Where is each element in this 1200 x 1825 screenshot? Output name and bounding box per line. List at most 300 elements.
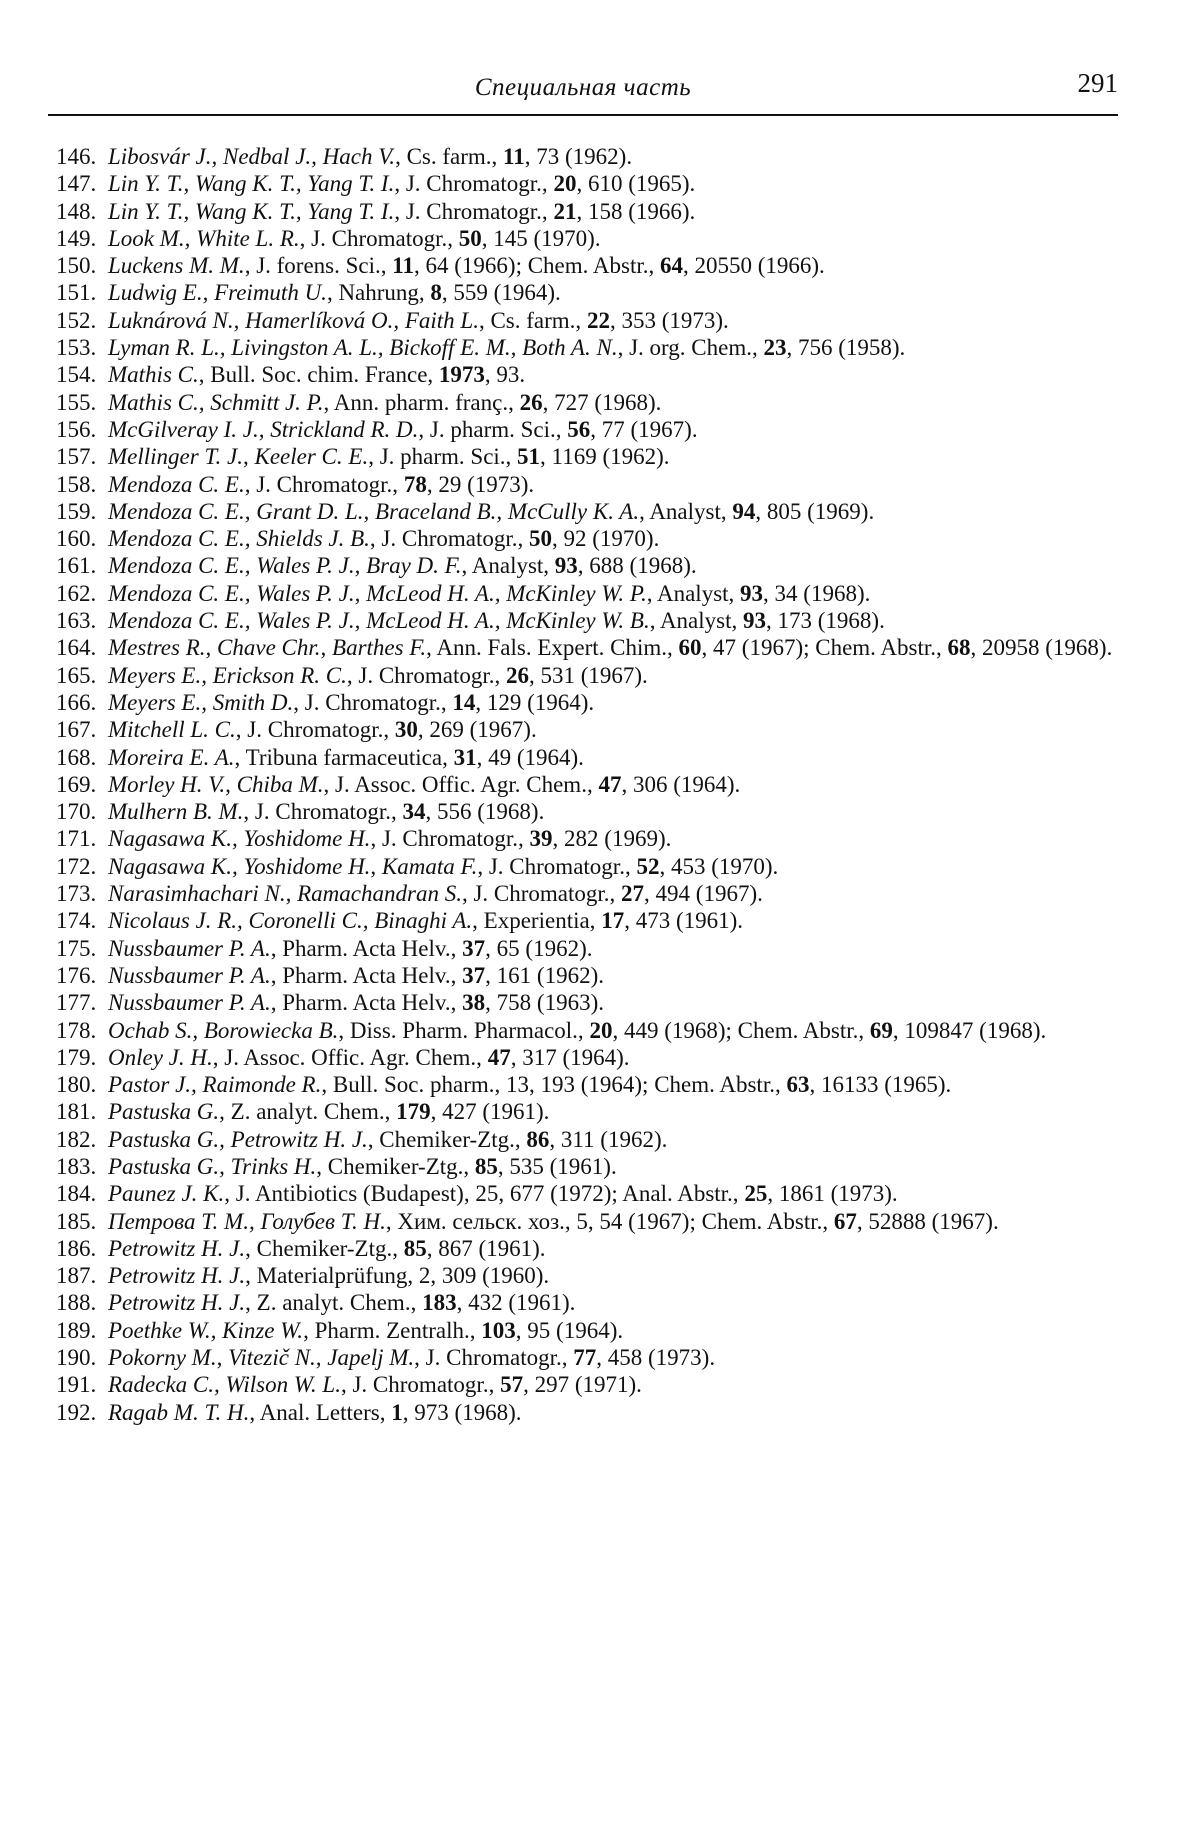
- reference-text: [108, 143, 1118, 170]
- reference-source: , 64 (1966); Chem. Abstr.,: [414, 253, 660, 279]
- reference-volume: 68: [947, 635, 971, 661]
- reference-source: , 449 (1968); Chem. Abstr.,: [612, 1017, 870, 1043]
- reference-volume: 50: [529, 526, 552, 552]
- reference-entry: [56, 662, 1118, 689]
- reference-volume: 37: [462, 962, 486, 988]
- reference-text: [108, 389, 1118, 416]
- reference-entry: [56, 607, 1118, 634]
- reference-volume: 47: [487, 1044, 511, 1070]
- reference-entry: [56, 1126, 1118, 1153]
- reference-volume: 11: [503, 144, 525, 169]
- reference-number: 173.: [56, 881, 97, 907]
- reference-authors: Петрова Т. М., Голубев Т. Н.: [108, 1208, 386, 1234]
- reference-authors: Nussbaumer P. A.: [108, 935, 271, 961]
- reference-source: , J. Chromatogr.,: [394, 171, 554, 197]
- reference-text: [108, 634, 1118, 661]
- reference-volume: 20: [589, 1017, 613, 1043]
- reference-volume: 50: [458, 225, 482, 251]
- reference-entry: [56, 1317, 1118, 1344]
- reference-authors: Morley H. V., Chiba M.: [108, 771, 324, 797]
- reference-source: , 93.: [484, 362, 526, 388]
- reference-authors: Mendoza C. E., Grant D. L., Braceland B., McCully K. A.: [108, 498, 640, 524]
- reference-source: , Chemiker-Ztg.,: [245, 1235, 404, 1261]
- reference-entry: [56, 744, 1118, 771]
- reference-volume: 25: [744, 1181, 768, 1207]
- reference-source: , 867 (1961).: [426, 1235, 546, 1261]
- reference-volume: 60: [678, 635, 702, 661]
- reference-source: , 688 (1968).: [577, 553, 697, 579]
- reference-number: 177.: [56, 990, 97, 1016]
- reference-authors: Ragab M. T. H.: [108, 1399, 250, 1425]
- reference-text: [108, 744, 1118, 771]
- reference-volume: 77: [573, 1345, 597, 1371]
- reference-volume: 78: [403, 471, 427, 497]
- reference-entry: [56, 716, 1118, 743]
- reference-authors: Mendoza C. E., Wales P. J., McLeod H. A., McKinley W. B.: [108, 608, 650, 634]
- reference-text: [108, 498, 1118, 525]
- reference-volume: 26: [519, 389, 543, 415]
- reference-number: 161.: [56, 553, 97, 579]
- reference-source: , Anal. Letters,: [249, 1399, 392, 1425]
- reference-authors: Nussbaumer P. A.: [108, 990, 271, 1016]
- reference-volume: 14: [452, 689, 476, 715]
- reference-source: , 20958 (1968).: [970, 635, 1113, 661]
- reference-authors: Mendoza C. E., Wales P. J., Bray D. F.: [108, 553, 462, 579]
- reference-entry: [56, 443, 1118, 470]
- reference-number: 179.: [56, 1044, 97, 1070]
- reference-volume: 52: [636, 853, 660, 879]
- reference-text: [108, 989, 1118, 1016]
- reference-source: , 427 (1961).: [430, 1099, 550, 1125]
- reference-authors: Narasimhachari N., Ramachandran S.: [108, 881, 462, 907]
- reference-source: , J. Chromatogr.,: [461, 881, 622, 907]
- reference-number: 158.: [56, 471, 97, 497]
- page-header: [48, 64, 1118, 116]
- reference-text: [108, 170, 1118, 197]
- reference-authors: Pokorny M., Vitezič N., Japelj M.: [108, 1345, 415, 1371]
- reference-volume: 27: [621, 881, 645, 907]
- reference-volume: 17: [601, 908, 625, 934]
- reference-source: , Pharm. Acta Helv.,: [270, 990, 463, 1016]
- reference-entry: [56, 279, 1118, 306]
- reference-volume: 94: [732, 498, 756, 524]
- reference-number: 146.: [56, 144, 97, 169]
- reference-authors: Nagasawa K., Yoshidome H.: [108, 826, 371, 852]
- reference-source: , 161 (1962).: [485, 962, 604, 988]
- reference-source: , 535 (1961).: [497, 1153, 617, 1179]
- reference-text: [108, 1098, 1118, 1125]
- reference-source: , 34 (1968).: [763, 580, 871, 606]
- reference-entry: [56, 1399, 1118, 1426]
- reference-source: , 65 (1962).: [485, 935, 593, 961]
- reference-volume: 34: [402, 799, 426, 825]
- reference-volume: 63: [786, 1072, 810, 1098]
- reference-source: , J. Chromatogr.,: [369, 526, 529, 552]
- reference-volume: 8: [430, 280, 442, 306]
- reference-authors: Nagasawa K., Yoshidome H., Kamata F.: [108, 853, 478, 879]
- reference-source: , 473 (1961).: [624, 908, 744, 934]
- reference-source: , 20550 (1966).: [682, 253, 825, 279]
- reference-number: 153.: [56, 335, 97, 361]
- reference-volume: 85: [403, 1235, 427, 1261]
- reference-authors: Luknárová N., Hamerlíková O., Faith L.: [108, 307, 479, 333]
- reference-number: 186.: [56, 1235, 97, 1261]
- reference-text: [108, 1208, 1118, 1235]
- reference-source: , Chemiker-Ztg.,: [316, 1153, 475, 1179]
- reference-number: 188.: [56, 1290, 97, 1316]
- reference-number: 169.: [56, 771, 97, 797]
- reference-entry: [56, 1098, 1118, 1125]
- reference-authors: Petrowitz H. J.: [108, 1290, 246, 1316]
- reference-text: [108, 279, 1118, 306]
- reference-volume: 20: [553, 171, 577, 197]
- reference-source: , 16133 (1965).: [809, 1072, 952, 1098]
- reference-text: [108, 525, 1118, 552]
- reference-source: , J. Chromatogr.,: [414, 1345, 574, 1371]
- reference-number: 149.: [56, 225, 97, 251]
- reference-entry: [56, 498, 1118, 525]
- reference-volume: 64: [659, 253, 683, 279]
- reference-authors: Pastor J., Raimonde R.: [108, 1072, 322, 1098]
- reference-source: , Tribuna farmaceutica,: [234, 744, 454, 770]
- reference-volume: 37: [462, 935, 486, 961]
- reference-text: [108, 471, 1118, 498]
- reference-volume: 47: [598, 771, 622, 797]
- reference-source: , J. Antibiotics (Budapest), 25, 677 (1972); Anal. Abstr.,: [224, 1181, 745, 1207]
- reference-source: , Pharm. Zentralh.,: [303, 1317, 482, 1343]
- reference-authors: Mathis C., Schmitt J. P.: [108, 389, 324, 415]
- reference-source: , Diss. Pharm. Pharmacol.,: [338, 1017, 590, 1043]
- reference-number: 180.: [56, 1072, 97, 1098]
- reference-entry: [56, 771, 1118, 798]
- reference-number: 174.: [56, 908, 97, 934]
- reference-number: 171.: [56, 826, 97, 852]
- reference-source: , 556 (1968).: [425, 799, 545, 825]
- reference-source: , 306 (1964).: [621, 771, 741, 797]
- reference-entry: [56, 1017, 1118, 1044]
- reference-source: , 1861 (1973).: [767, 1181, 898, 1207]
- reference-source: , J. Chromatogr.,: [235, 717, 395, 743]
- reference-number: 166.: [56, 689, 97, 715]
- reference-volume: 11: [392, 253, 414, 279]
- reference-number: 157.: [56, 444, 97, 470]
- reference-source: , 531 (1967).: [528, 662, 648, 688]
- reference-volume: 21: [553, 198, 577, 224]
- reference-source: , 77 (1967).: [590, 416, 698, 442]
- reference-text: [108, 716, 1118, 743]
- reference-volume: 30: [394, 717, 418, 743]
- reference-volume: 23: [763, 335, 787, 361]
- reference-volume: 26: [505, 662, 529, 688]
- reference-entry: [56, 1071, 1118, 1098]
- reference-authors: Meyers E., Smith D.: [108, 689, 294, 715]
- reference-source: , 317 (1964).: [510, 1044, 630, 1070]
- reference-volume: 1: [391, 1399, 403, 1425]
- reference-source: , Pharm. Acta Helv.,: [270, 962, 463, 988]
- reference-number: 152.: [56, 307, 97, 333]
- reference-text: [108, 662, 1118, 689]
- reference-source: , Analyst,: [461, 553, 555, 579]
- reference-entry: [56, 361, 1118, 388]
- reference-source: , Z. analyt. Chem.,: [219, 1099, 397, 1125]
- reference-source: , Analyst,: [639, 498, 733, 524]
- reference-authors: Pastuska G.: [108, 1099, 220, 1125]
- reference-source: , J. Chromatogr.,: [394, 198, 554, 224]
- reference-entry: [56, 1153, 1118, 1180]
- reference-entry: [56, 1180, 1118, 1207]
- reference-source: , 453 (1970).: [659, 853, 779, 879]
- reference-entry: [56, 389, 1118, 416]
- reference-source: , 756 (1958).: [786, 335, 906, 361]
- reference-volume: 93: [743, 608, 766, 634]
- reference-authors: Lyman R. L., Livingston A. L., Bickoff E. M., Both A. N.: [108, 335, 618, 361]
- reference-source: , 269 (1967).: [417, 717, 537, 743]
- reference-text: [108, 689, 1118, 716]
- reference-entry: [56, 334, 1118, 361]
- reference-entry: [56, 252, 1118, 279]
- reference-text: [108, 907, 1118, 934]
- reference-volume: 51: [517, 444, 541, 470]
- reference-text: [108, 552, 1118, 579]
- reference-authors: Mendoza C. E.: [108, 471, 245, 497]
- reference-text: [108, 853, 1118, 880]
- reference-source: , Materialprüfung, 2, 309 (1960).: [245, 1263, 550, 1289]
- reference-entry: [56, 1262, 1118, 1289]
- reference-source: , 758 (1963).: [485, 990, 604, 1016]
- reference-volume: 103: [481, 1317, 516, 1343]
- reference-source: , J. Chromatogr.,: [293, 689, 453, 715]
- reference-authors: Nicolaus J. R., Coronelli C., Binaghi A.: [108, 908, 473, 934]
- reference-text: [108, 334, 1118, 361]
- reference-source: , 432 (1961).: [456, 1290, 576, 1316]
- reference-source: , Z. analyt. Chem.,: [245, 1290, 423, 1316]
- reference-volume: 31: [453, 744, 477, 770]
- reference-authors: Mendoza C. E., Wales P. J., McLeod H. A., McKinley W. P.: [108, 580, 647, 606]
- reference-authors: Poethke W., Kinze W.: [108, 1317, 304, 1343]
- reference-volume: 179: [396, 1099, 431, 1125]
- reference-authors: Radecka C., Wilson W. L.: [108, 1372, 341, 1398]
- reference-entry: [56, 416, 1118, 443]
- reference-volume: 38: [462, 990, 486, 1016]
- reference-source: , Analyst,: [646, 580, 741, 606]
- reference-authors: Onley J. H.: [108, 1044, 213, 1070]
- reference-number: 167.: [56, 717, 97, 743]
- reference-entry: [56, 1235, 1118, 1262]
- reference-source: , 458 (1973).: [596, 1345, 716, 1371]
- reference-volume: 22: [586, 307, 610, 333]
- reference-source: , 727 (1968).: [542, 389, 662, 415]
- reference-number: 165.: [56, 662, 97, 688]
- reference-number: 172.: [56, 853, 97, 879]
- reference-source: , J. Chromatogr.,: [243, 799, 403, 825]
- reference-number: 160.: [56, 526, 97, 552]
- reference-number: 170.: [56, 799, 97, 825]
- reference-entry: [56, 198, 1118, 225]
- reference-number: 191.: [56, 1372, 97, 1398]
- reference-source: , 95 (1964).: [515, 1317, 624, 1343]
- reference-entry: [56, 143, 1118, 170]
- reference-text: [108, 935, 1118, 962]
- reference-authors: Pastuska G., Trinks H.: [108, 1153, 317, 1179]
- reference-source: , Cs. farm.,: [395, 144, 504, 169]
- reference-entry: [56, 962, 1118, 989]
- reference-text: [108, 1399, 1118, 1426]
- reference-authors: Petrowitz H. J.: [108, 1235, 246, 1261]
- reference-source: , J. Chromatogr.,: [346, 662, 506, 688]
- reference-source: , Experientia,: [472, 908, 602, 934]
- reference-source: , J. Assoc. Offic. Agr. Chem.,: [212, 1044, 488, 1070]
- reference-list: [56, 143, 1118, 1426]
- reference-source: , Chemiker-Ztg.,: [367, 1126, 527, 1152]
- reference-number: 192.: [56, 1399, 97, 1425]
- reference-text: [108, 307, 1118, 334]
- reference-source: , Analyst,: [649, 608, 743, 634]
- reference-text: [108, 880, 1118, 907]
- reference-source: , Bull. Soc. chim. France,: [198, 362, 439, 388]
- reference-number: 159.: [56, 498, 97, 524]
- reference-entry: [56, 552, 1118, 579]
- reference-text: [108, 1153, 1118, 1180]
- reference-authors: Mitchell L. C.: [108, 717, 236, 743]
- reference-number: 190.: [56, 1345, 97, 1371]
- reference-entry: [56, 1344, 1118, 1371]
- reference-authors: Ochab S., Borowiecka B.: [108, 1017, 339, 1043]
- reference-source: , J. org. Chem.,: [617, 335, 764, 361]
- reference-authors: Mestres R., Chave Chr., Barthes F.: [108, 635, 427, 661]
- reference-source: , 73 (1962).: [524, 144, 633, 169]
- reference-authors: McGilveray I. J., Strickland R. D.: [108, 416, 419, 442]
- reference-text: [108, 580, 1118, 607]
- reference-authors: Lin Y. T., Wang K. T., Yang T. I.: [108, 171, 395, 197]
- reference-entry: [56, 580, 1118, 607]
- reference-source: , J. forens. Sci.,: [244, 253, 393, 279]
- reference-text: [108, 225, 1118, 252]
- reference-text: [108, 1044, 1118, 1071]
- reference-source: , 145 (1970).: [481, 225, 601, 251]
- reference-text: [108, 1071, 1118, 1098]
- reference-entry: [56, 689, 1118, 716]
- reference-source: , J. Assoc. Offic. Agr. Chem.,: [323, 771, 599, 797]
- reference-number: 155.: [56, 389, 97, 415]
- reference-source: , 47 (1967); Chem. Abstr.,: [701, 635, 948, 661]
- reference-number: 154.: [56, 362, 97, 388]
- reference-entry: [56, 525, 1118, 552]
- reference-authors: Moreira E. A.: [108, 744, 235, 770]
- reference-source: , Pharm. Acta Helv.,: [270, 935, 463, 961]
- reference-volume: 85: [474, 1153, 498, 1179]
- reference-number: 181.: [56, 1099, 97, 1125]
- reference-entry: [56, 170, 1118, 197]
- reference-authors: Paunez J. K.: [108, 1181, 225, 1207]
- reference-authors: Libosvár J., Nedbal J., Hach V.: [108, 144, 396, 169]
- reference-text: [108, 771, 1118, 798]
- reference-source: , 52888 (1967).: [856, 1208, 999, 1234]
- reference-source: , Cs. farm.,: [478, 307, 587, 333]
- reference-volume: 56: [567, 416, 591, 442]
- reference-number: 185.: [56, 1208, 97, 1234]
- reference-source: , 610 (1965).: [576, 171, 696, 197]
- reference-authors: Mellinger T. J., Keeler C. E.: [108, 444, 369, 470]
- reference-source: , Bull. Soc. pharm., 13, 193 (1964); Chem. Abstr.,: [321, 1072, 787, 1098]
- reference-text: [108, 1180, 1118, 1207]
- reference-source: , J. Chromatogr.,: [477, 853, 637, 879]
- reference-entry: [56, 989, 1118, 1016]
- reference-authors: Petrowitz H. J.: [108, 1263, 246, 1289]
- reference-source: , J. Chromatogr.,: [370, 826, 530, 852]
- reference-volume: 69: [869, 1017, 893, 1043]
- reference-source: , 173 (1968).: [766, 608, 885, 634]
- reference-volume: 57: [500, 1372, 524, 1398]
- reference-source: , 805 (1969).: [755, 498, 875, 524]
- reference-source: , J. Chromatogr.,: [244, 471, 404, 497]
- reference-source: , 494 (1967).: [644, 881, 763, 907]
- reference-source: , Nahrung,: [326, 280, 431, 306]
- reference-authors: Mulhern B. M.: [108, 799, 244, 825]
- reference-authors: Lin Y. T., Wang K. T., Yang T. I.: [108, 198, 395, 224]
- reference-volume: 183: [422, 1290, 457, 1316]
- reference-entry: [56, 825, 1118, 852]
- reference-source: , 559 (1964).: [441, 280, 561, 306]
- reference-source: , 311 (1962).: [549, 1126, 668, 1152]
- reference-text: [108, 1017, 1118, 1044]
- reference-source: , J. pharm. Sci.,: [418, 416, 568, 442]
- reference-text: [108, 962, 1118, 989]
- reference-volume: 67: [833, 1208, 857, 1234]
- reference-number: 168.: [56, 744, 97, 770]
- reference-source: , 158 (1966).: [576, 198, 696, 224]
- reference-source: , Хим. сельск. хоз., 5, 54 (1967); Chem. Abstr.,: [385, 1208, 834, 1234]
- reference-source: , 297 (1971).: [523, 1372, 642, 1398]
- reference-entry: [56, 798, 1118, 825]
- running-title: Специальная часть: [474, 74, 692, 101]
- reference-number: 162.: [56, 580, 97, 606]
- reference-authors: Mathis C.: [108, 362, 199, 388]
- reference-volume: 39: [529, 826, 553, 852]
- reference-source: , J. Chromatogr.,: [299, 225, 459, 251]
- reference-entry: [56, 1289, 1118, 1316]
- reference-number: 183.: [56, 1153, 97, 1179]
- reference-entry: [56, 907, 1118, 934]
- reference-source: , 129 (1964).: [475, 689, 595, 715]
- reference-volume: 86: [526, 1126, 550, 1152]
- reference-entry: [56, 471, 1118, 498]
- reference-number: 176.: [56, 962, 97, 988]
- reference-authors: Ludwig E., Freimuth U.: [108, 280, 327, 306]
- reference-number: 175.: [56, 935, 97, 961]
- reference-number: 187.: [56, 1263, 97, 1289]
- reference-number: 184.: [56, 1181, 97, 1207]
- reference-text: [108, 798, 1118, 825]
- reference-number: 150.: [56, 253, 97, 279]
- reference-entry: [56, 1208, 1118, 1235]
- reference-text: [108, 1235, 1118, 1262]
- reference-text: [108, 416, 1118, 443]
- reference-entry: [56, 307, 1118, 334]
- reference-source: , J. Chromatogr.,: [340, 1372, 501, 1398]
- reference-text: [108, 252, 1118, 279]
- reference-text: [108, 1262, 1118, 1289]
- reference-text: [108, 825, 1118, 852]
- reference-entry: [56, 634, 1118, 661]
- reference-source: , J. pharm. Sci.,: [368, 444, 518, 470]
- reference-source: , 973 (1968).: [402, 1399, 522, 1425]
- reference-source: , 109847 (1968).: [892, 1017, 1047, 1043]
- reference-source: , 29 (1973).: [426, 471, 535, 497]
- reference-entry: [56, 1371, 1118, 1398]
- reference-entry: [56, 853, 1118, 880]
- reference-source: , Ann. pharm. franç.,: [323, 389, 520, 415]
- reference-text: [108, 1317, 1118, 1344]
